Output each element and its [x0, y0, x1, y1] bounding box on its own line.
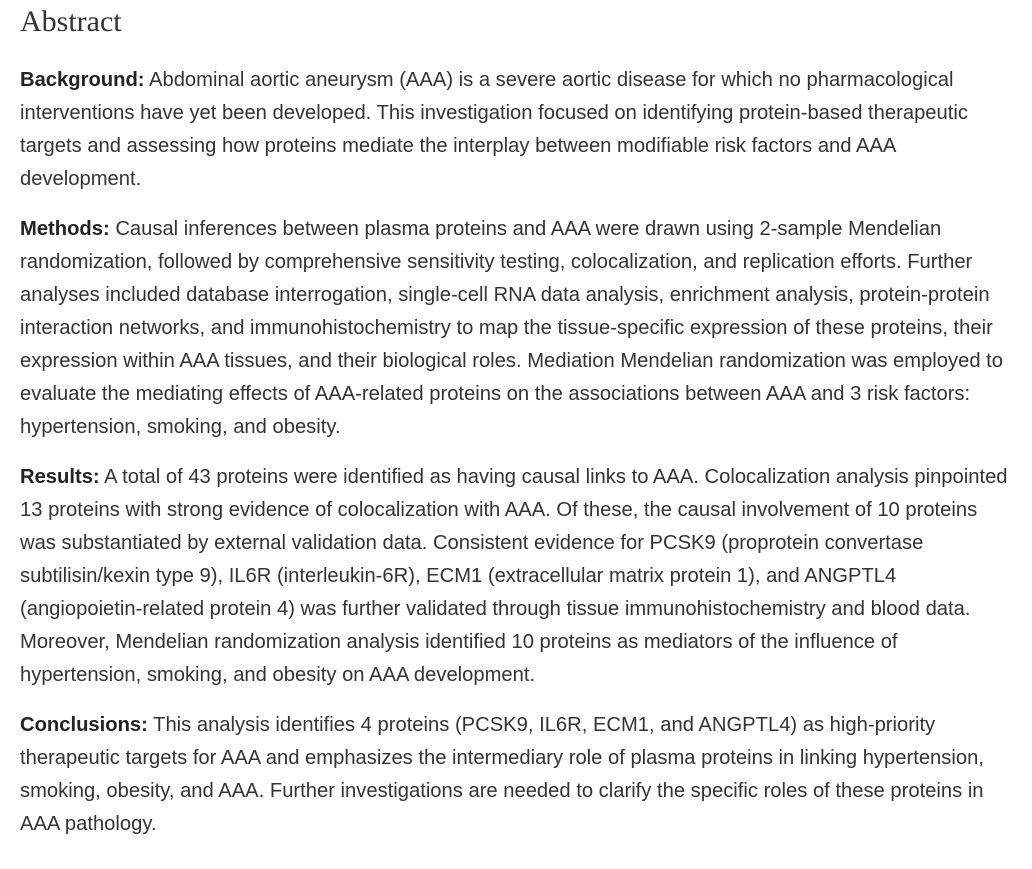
background-text: Abdominal aortic aneurysm (AAA) is a severe aortic disease for which no pharmacological interventions have yet been developed. This investigation focused on identifying protein-based therapeutic targets and assessing how proteins mediate the interplay between modifiable risk factors and AAA development.: [20, 69, 968, 190]
abstract: [20, 0, 1014, 858]
results-label: Results:: [20, 466, 100, 488]
results-paragraph: [20, 461, 1014, 692]
methods-label: Methods:: [20, 218, 110, 240]
background-label: Background:: [20, 69, 145, 91]
methods-paragraph: [20, 213, 1014, 444]
methods-text: Causal inferences between plasma proteins and AAA were drawn using 2-sample Mendelian randomization, followed by comprehensive sensitivity testing, colocalization, and replication efforts. Further analyses included database interrogation, single-cell RNA data analysis, enrichment analysis, protein-protein interaction networks, and immunohistochemistry to map the tissue-specific expression of these proteins, their expression within AAA tissues, and their biological roles. Mediation Mendelian randomization was employed to evaluate the mediating effects of AAA-related proteins on the associations between AAA and 3 risk factors: hypertension, smoking, and obesity.: [20, 218, 1003, 438]
conclusions-label: Conclusions:: [20, 714, 148, 736]
abstract-heading: Abstract: [20, 5, 122, 38]
results-text: A total of 43 proteins were identified as having causal links to AAA. Colocalization analysis pinpointed 13 proteins with strong evidence of colocalization with AAA. Of these, the causal involvement of 10 proteins was substantiated by external validation data. Consistent evidence for PCSK9 (proprotein convertase subtilisin/kexin type 9), IL6R (interleukin-6R), ECM1 (extracellular matrix protein 1), and ANGPTL4 (angiopoietin-related protein 4) was further validated through tissue immunohistochemistry and blood data. Moreover, Mendelian randomization analysis identified 10 proteins as mediators of the influence of hypertension, smoking, and obesity on AAA development.: [20, 466, 1008, 686]
conclusions-text: This analysis identifies 4 proteins (PCSK9, IL6R, ECM1, and ANGPTL4) as high-priority therapeutic targets for AAA and emphasizes the intermediary role of plasma proteins in linking hypertension, smoking, obesity, and AAA. Further investigations are needed to clarify the specific roles of these proteins in AAA pathology.: [20, 714, 984, 835]
background-paragraph: [20, 64, 1014, 196]
conclusions-paragraph: [20, 709, 1014, 841]
